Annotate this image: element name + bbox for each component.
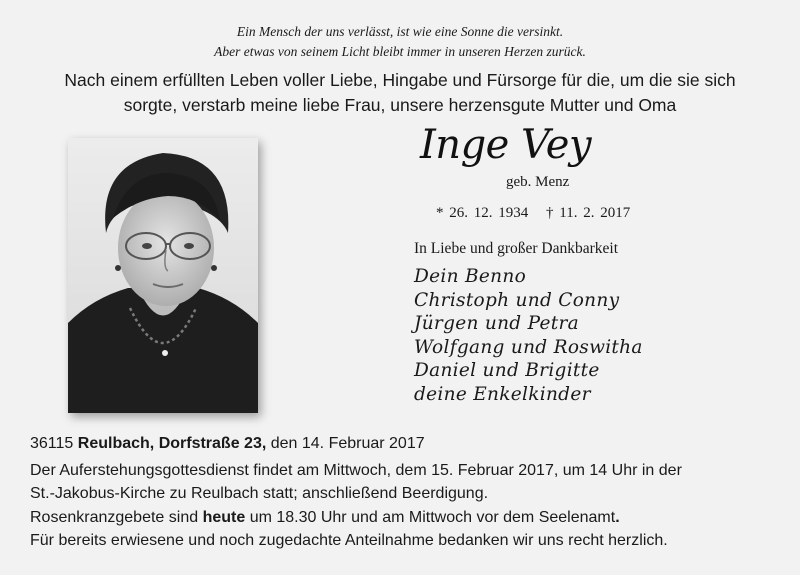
birth-date: * 26. 12. 1934 (436, 205, 529, 221)
mourner-item: Daniel und Brigitte (414, 360, 600, 381)
motto-line-2: Aber etwas von seinem Licht bleibt immer in unseren Herzen zurück. (214, 44, 586, 59)
mourners-list (414, 265, 794, 406)
motto-line-1: Ein Mensch der uns verlässt, ist wie eine Sonne die versinkt. (236, 24, 564, 39)
closing-line: Für bereits erwiesene und noch zugedachte Anteilnahme bedanken wir uns recht herzlich. (30, 532, 668, 549)
service-line-2: St.-Jakobus-Kirche zu Reulbach statt; anschließend Beerdigung. (30, 485, 489, 502)
life-dates (436, 205, 736, 222)
town: Reulbach, (77, 435, 155, 452)
maiden-name: geb. Menz (506, 174, 570, 190)
rosary-pre: Rosenkranzgebete sind (30, 509, 199, 526)
rosary-line (30, 506, 790, 529)
intro-line-1: Nach einem erfüllten Leben voller Liebe, Hingabe und Fürsorge für die, um die sie sich (64, 70, 736, 90)
thanks-line: In Liebe und großer Dankbarkeit (414, 240, 619, 257)
service-line-1: Der Auferstehungsgottesdienst findet am Mittwoch, dem 15. Februar 2017, um 14 Uhr in der (30, 462, 682, 479)
deceased-name: Inge Vey (420, 122, 592, 168)
rosary-bold: heute (202, 509, 246, 526)
address-date: den 14. Februar 2017 (270, 435, 425, 452)
mourner-item: Jürgen und Petra (414, 313, 579, 334)
street: Dorfstraße 23, (158, 435, 267, 452)
address-line (30, 432, 790, 455)
rosary-end: . (615, 509, 620, 526)
mourner-item: Dein Benno (414, 266, 527, 287)
mourner-item: Christoph und Conny (414, 289, 620, 311)
rosary-post: um 18.30 Uhr und am Mittwoch vor dem Seelenamt (249, 509, 616, 526)
portrait-illustration (68, 138, 258, 413)
intro-line-2: sorgte, verstarb meine liebe Frau, unsere herzensgute Mutter und Oma (123, 95, 677, 115)
death-date: † 11. 2. 2017 (546, 205, 631, 221)
portrait-photo (68, 138, 258, 413)
postal-code: 36115 (30, 435, 74, 452)
mourner-item: Wolfgang und Roswitha (414, 336, 643, 358)
mourner-item: deine Enkelkinder (414, 383, 591, 405)
